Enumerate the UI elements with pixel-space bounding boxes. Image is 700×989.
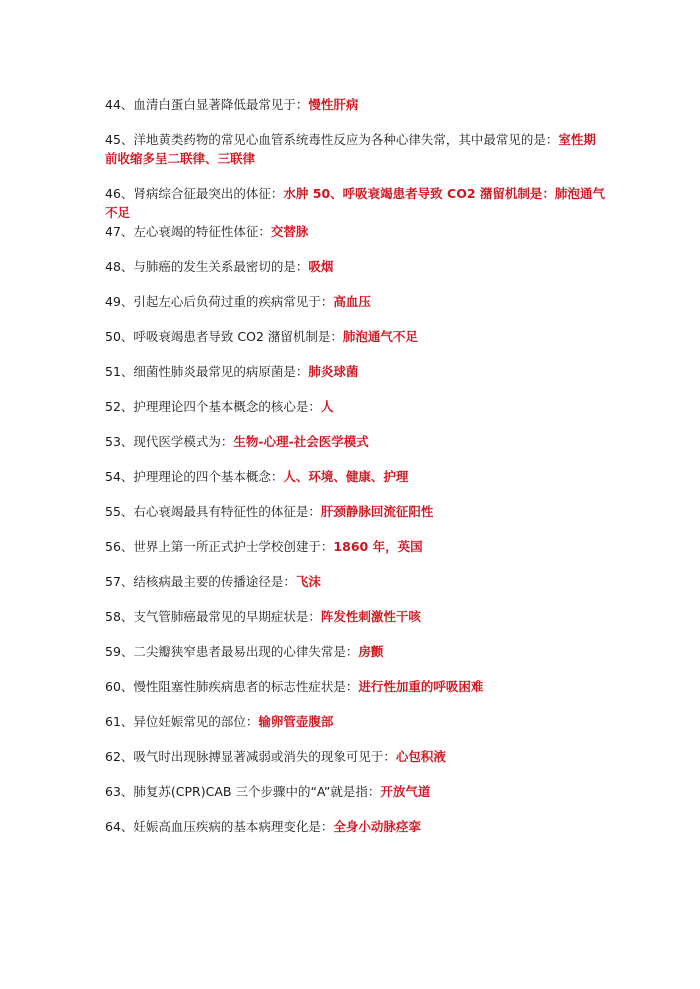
question-text: 45、洋地黄类药物的常见心血管系统毒性反应为各种心律失常，其中最常见的是： [105,132,559,147]
question-text: 64、妊娠高血压疾病的基本病理变化是： [105,819,334,834]
question-text: 50、呼吸衰竭患者导致 CO2 潴留机制是： [105,329,343,344]
question-56 [105,537,605,556]
question-text: 48、与肺癌的发生关系最密切的是： [105,259,309,274]
answer-text: 慢性肝病 [308,97,359,112]
answer-text: 1860 年，英国 [333,539,423,554]
question-text: 62、吸气时出现脉搏显著减弱或消失的现象可见于： [105,749,396,764]
question-58 [105,607,605,626]
question-61 [105,712,605,731]
question-text: 52、护理理论四个基本概念的核心是： [105,399,321,414]
question-48 [105,257,605,276]
question-text: 47、左心衰竭的特征性体征： [105,224,271,239]
question-55 [105,502,605,521]
answer-text: 心包积液 [395,749,446,764]
question-49 [105,292,605,311]
question-list [105,95,605,836]
question-text: 55、右心衰竭最具有特征性的体征是： [105,504,321,519]
question-text: 59、二尖瓣狭窄患者最易出现的心律失常是： [105,644,359,659]
answer-text: 阵发性刺激性干咳 [320,609,421,624]
answer-text: 高血压 [333,294,371,309]
answer-text: 输卵管壶腹部 [258,714,334,729]
question-47 [105,222,605,241]
answer-text: 全身小动脉痉挛 [333,819,421,834]
question-text: 58、支气管肺癌最常见的早期症状是： [105,609,321,624]
answer-text: 肺炎球菌 [308,364,359,379]
question-text: 54、护理理论的四个基本概念： [105,469,284,484]
question-59 [105,642,605,661]
question-60 [105,677,605,696]
question-text: 57、结核病最主要的传播途径是： [105,574,296,589]
question-57 [105,572,605,591]
question-64 [105,817,605,836]
question-44 [105,95,605,114]
answer-text: 肝颈静脉回流征阳性 [320,504,434,519]
question-text: 53、现代医学模式为： [105,434,234,449]
question-50 [105,327,605,346]
question-text: 49、引起左心后负荷过重的疾病常见于： [105,294,334,309]
answer-text: 进行性加重的呼吸困难 [358,679,484,694]
question-text: 51、细菌性肺炎最常见的病原菌是： [105,364,309,379]
question-53 [105,432,605,451]
question-45 [105,130,605,168]
question-text: 61、异位妊娠常见的部位： [105,714,259,729]
question-51 [105,362,605,381]
answer-text: 飞沫 [295,574,321,589]
answer-text: 房颤 [358,644,384,659]
answer-text: 室性期前收缩多呈二联律、三联律 [105,132,596,166]
question-text: 60、慢性阻塞性肺疾病患者的标志性症状是： [105,679,359,694]
answer-text: 生物-心理-社会医学模式 [233,434,369,449]
question-text: 63、肺复苏(CPR)CAB 三个步骤中的“A”就是指： [105,784,381,799]
answer-text: 交替脉 [270,224,309,239]
question-52 [105,397,605,416]
question-62 [105,747,605,766]
answer-text: 水肿 50、呼吸衰竭患者导致 CO2 潴留机制是：肺泡通气不足 [105,186,605,220]
answer-text: 人 [320,399,334,414]
question-54 [105,467,605,486]
question-text: 44、血清白蛋白显著降低最常见于： [105,97,309,112]
answer-text: 吸烟 [308,259,334,274]
answer-text: 肺泡通气不足 [342,329,418,344]
answer-text: 人、环境、健康、护理 [283,469,409,484]
question-text: 46、肾病综合征最突出的体征： [105,186,284,201]
question-text: 56、世界上第一所正式护士学校创建于： [105,539,334,554]
question-46 [105,184,605,222]
question-63 [105,782,605,801]
answer-text: 开放气道 [380,784,431,799]
